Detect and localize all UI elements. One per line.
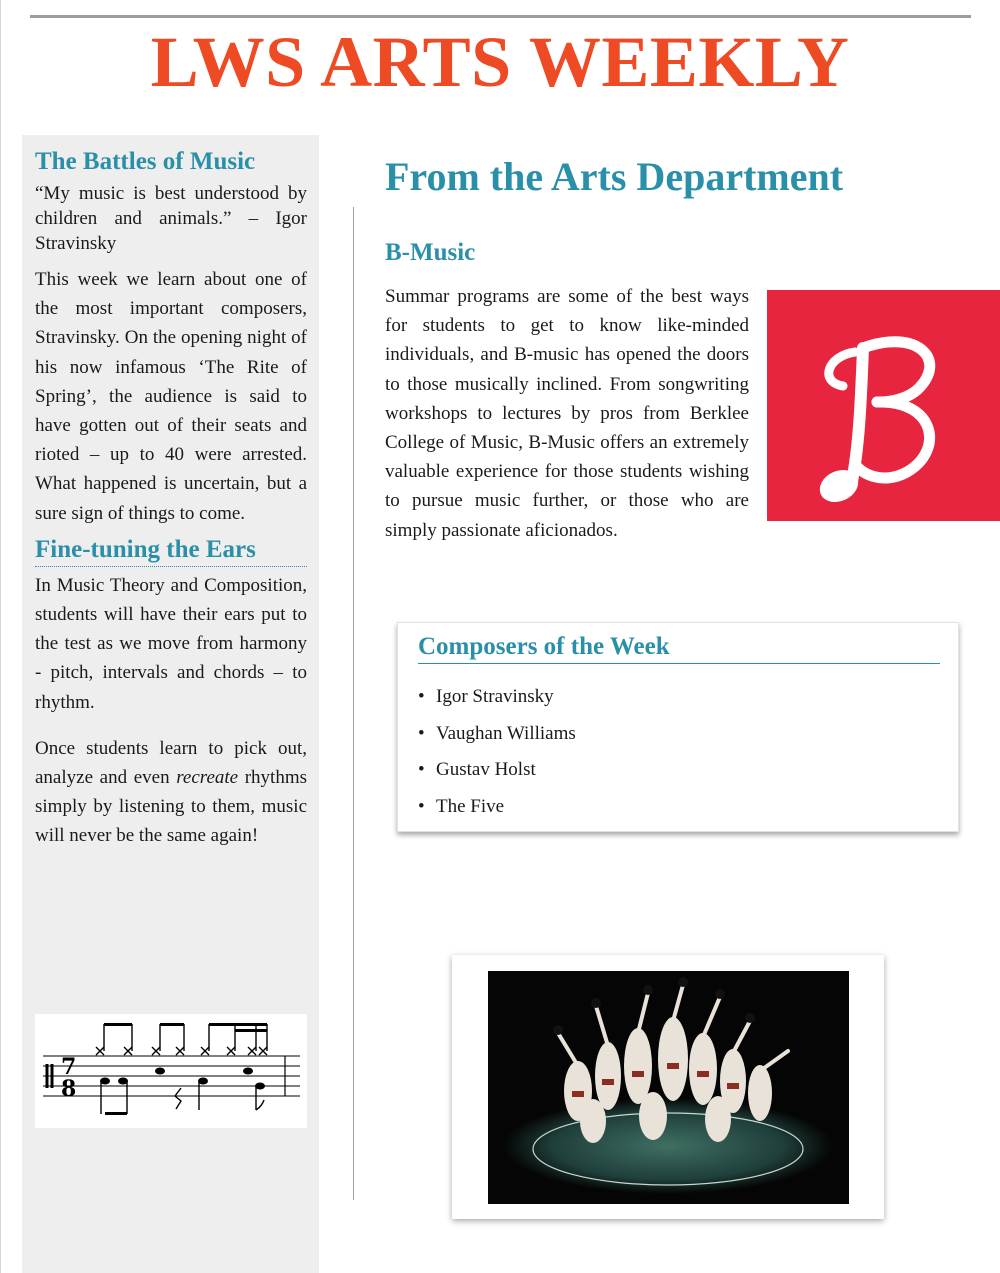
emphasis-recreate: recreate	[176, 767, 239, 789]
time-signature-top: 7	[61, 1054, 77, 1080]
dancers-image-icon	[488, 971, 849, 1204]
composer-name: Igor Stravinsky	[436, 686, 554, 707]
sidebar-content	[35, 147, 307, 851]
composers-list	[418, 679, 576, 825]
rhythm-notation-image	[35, 1014, 307, 1128]
composer-name: The Five	[436, 795, 505, 817]
fine-tuning-heading: Fine-tuning the Ears	[35, 535, 307, 567]
masthead-title: LWS ARTS WEEKLY	[150, 22, 850, 102]
composers-heading: Composers of the Week	[418, 631, 940, 664]
body-text-part: rhythms simply by listening to them, music will never be the same again!	[35, 767, 308, 847]
list-item	[418, 716, 576, 753]
battles-body: This week we learn about one of the most important composers, Stravinsky. On the opening night of his now infamous ‘The Rite of Spring’, the audience is said to have gotten out of their seats and rioted – up to 40 were arrested. What happened is uncertain, but a sure sign of things to come.	[35, 269, 307, 524]
body-text-part: Once students learn to pick out, analyze and even	[35, 737, 307, 789]
battles-heading: The Battles of Music	[35, 148, 256, 175]
column-divider	[353, 207, 354, 1200]
bullet-icon: •	[418, 722, 425, 744]
list-item	[418, 679, 576, 716]
list-item	[418, 752, 576, 789]
bmusic-logo	[767, 290, 1000, 521]
fine-tuning-body: In Music Theory and Composition, students will have their ears put to the test as we move from harmony - pitch, intervals and chords – to rhythm.	[35, 574, 307, 713]
top-rule	[30, 15, 971, 18]
composer-name: Vaughan Williams	[436, 722, 576, 744]
page-border	[0, 0, 1, 1273]
b-music-logo-icon	[767, 290, 1000, 521]
composer-name: Gustav Holst	[436, 759, 536, 780]
composers-box	[397, 622, 959, 832]
dance-photo	[488, 971, 849, 1204]
bmusic-heading: B-Music	[385, 239, 476, 266]
sidebar	[22, 135, 319, 1273]
drum-staff-icon	[35, 1014, 307, 1128]
bmusic-body: Summar programs are some of the best ways for students to get to know like-minded individuals, and B-music has opened the doors to those musically inclined. From songwriting workshops to lectures by pros from Berklee College of Music, B-Music offers an extremely valuable experience for those students wishing to pursue music further, or those who are simply passionate aficionados.	[385, 286, 749, 541]
bullet-icon: •	[418, 686, 425, 707]
bullet-icon: •	[418, 795, 425, 817]
bullet-icon: •	[418, 759, 425, 780]
fine-tuning-body-2	[35, 734, 307, 851]
main-title: From the Arts Department	[385, 154, 844, 199]
stravinsky-quote: “My music is best understood by children and animals.” – Igor Stravinsky	[35, 183, 307, 254]
list-item	[418, 789, 576, 826]
time-signature-bottom: 8	[61, 1076, 77, 1102]
photo-frame	[452, 955, 884, 1219]
